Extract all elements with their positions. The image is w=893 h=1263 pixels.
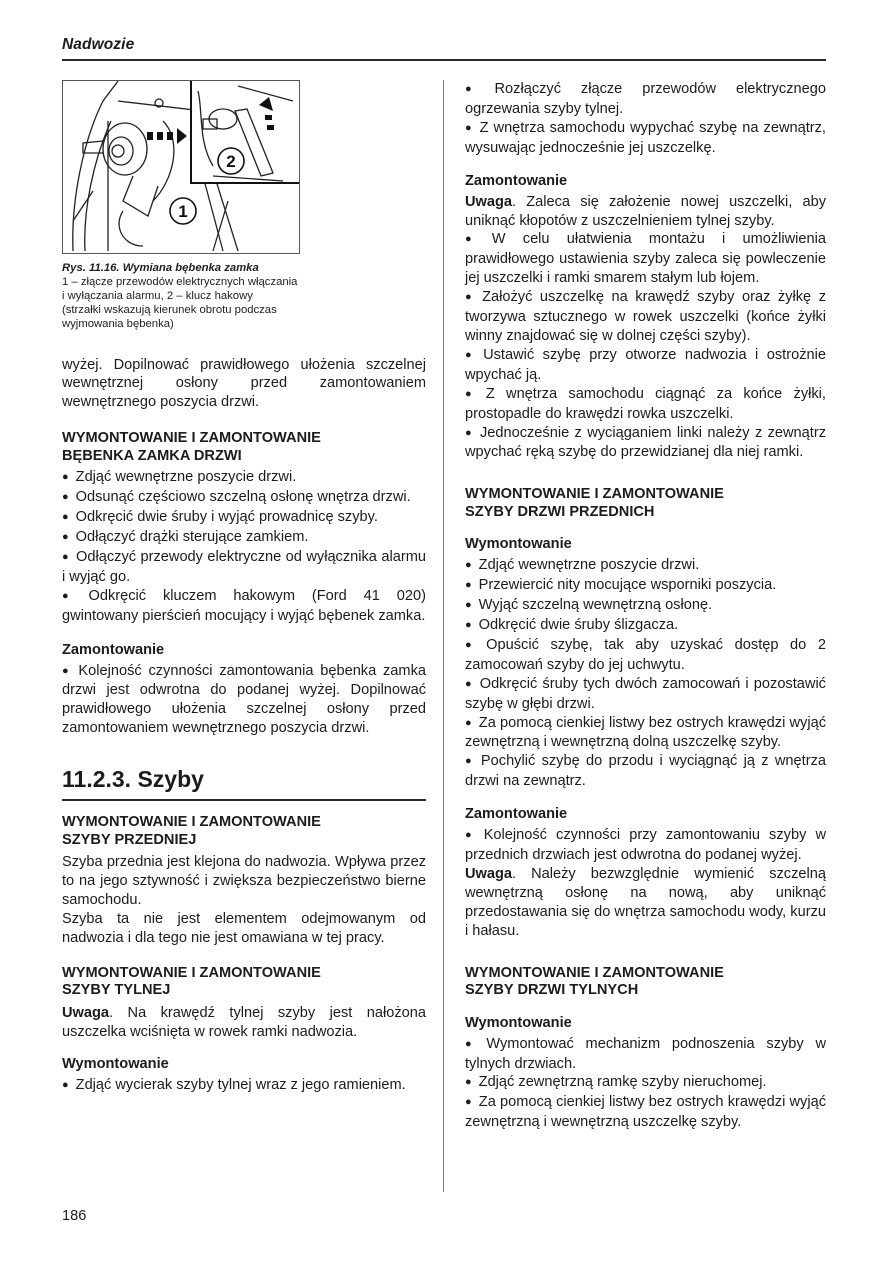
page-number: 186 [62, 1208, 87, 1224]
heading-line: SZYBY DRZWI PRZEDNICH [465, 503, 655, 520]
list-item: ● Kolejność czynności przy zamontowaniu szyby w przednich drzwiach jest odwrotna do podanej wyżej. [465, 826, 826, 865]
section-heading [62, 430, 426, 465]
list-item: ● Wyjąć szczelną wewnętrzną osłonę. [465, 596, 826, 616]
caption-title: Rys. 11.16. Wymiana bębenka zamka [62, 262, 259, 274]
subheading: Wymontowanie [465, 1014, 572, 1031]
section-heading-block [62, 765, 426, 801]
list-item: ● Założyć uszczelkę na krawędź szyby oraz żyłkę z tworzywa sztucznego w rowek uszczelki (końce żyłki winny znajdować się w dolnej części szyby). [465, 288, 826, 346]
heading-line: SZYBY DRZWI TYLNYCH [465, 982, 639, 999]
list-item: ● Rozłączyć złącze przewodów elektrycznego ogrzewania szyby tylnej. [465, 80, 826, 119]
continuation-paragraph: wyżej. Dopilnować prawidłowego ułożenia szczelnej wewnętrznej osłony przed zamontowaniem wewnętrznego poszycia drzwi. [62, 356, 426, 411]
subheading: Wymontowanie [465, 536, 572, 553]
subheading: Zamontowanie [465, 172, 568, 189]
list-item: ● W celu ułatwienia montażu i umożliwienia prawidłowego ustawienia szyby zaleca się powleczenie jej uszczelki i ramki smarem stałym lub łojem. [465, 230, 826, 288]
note-paragraph [465, 865, 826, 941]
inset-detail [191, 81, 299, 183]
subheading: Zamontowanie [465, 806, 568, 823]
paragraph: Szyba ta nie jest elementem odejmowanym od nadwozia i dla tego nie jest omawiana w tej pracy. [62, 910, 426, 946]
note-paragraph [465, 193, 826, 231]
figure-caption [62, 262, 426, 332]
section-rear-window [62, 965, 426, 1097]
heading-line: WYMONTOWANIE I ZAMONTOWANIE [465, 486, 724, 503]
column-divider [443, 80, 444, 1192]
section-rule [62, 799, 426, 801]
section-title: 11.2.3. Szyby [62, 766, 204, 793]
list-item: ● Odłączyć przewody elektryczne od wyłącznika alarmu i wyjąć go. [62, 548, 426, 587]
list-item: ● Zdjąć wewnętrzne poszycie drzwi. [62, 468, 426, 488]
section-rear-door-glass [465, 965, 826, 1133]
list-item: ● Przewiercić nity mocujące wsporniki poszycia. [465, 576, 826, 596]
section-heading [62, 814, 426, 849]
paragraph: Szyba przednia jest klejona do nadwozia. Wpływa przez to na jego sztywność i zwiększa bezpieczeństwo bierne samochodu. [62, 854, 426, 908]
section-lock-barrel [62, 430, 426, 738]
list-item: ● Z wnętrza samochodu ciągnąć za końce żyłki, prostopadle do krawędzi rowka uszczelki. [465, 385, 826, 424]
header-rule [62, 59, 826, 61]
list-item: ● Zdjąć wycierak szyby tylnej wraz z jego ramieniem. [62, 1076, 426, 1096]
arrow-glyph-1 [147, 128, 187, 144]
list-item: ● Za pomocą cienkiej listwy bez ostrych krawędzi wyjąć zewnętrzną i wewnętrzną uszczelkę szyby. [465, 1093, 826, 1132]
left-column [62, 80, 426, 1096]
list-item: ● Za pomocą cienkiej listwy bez ostrych krawędzi wyjąć zewnętrzną i wewnętrzną dolną uszczelkę szyby. [465, 714, 826, 753]
subheading: Zamontowanie [62, 641, 165, 658]
section-heading [465, 486, 826, 521]
heading-line: WYMONTOWANIE I ZAMONTOWANIE [62, 430, 321, 447]
section-heading [465, 965, 826, 1000]
list-item: ● Zdjąć zewnętrzną ramkę szyby nieruchomej. [465, 1073, 826, 1093]
running-head-title: Nadwozie [62, 36, 135, 53]
callout-1: 1 [178, 202, 188, 221]
heading-line: SZYBY TYLNEJ [62, 982, 171, 999]
list-item: ● Odłączyć drążki sterujące zamkiem. [62, 528, 426, 548]
list-item: ● Wymontować mechanizm podnoszenia szyby w tylnych drzwiach. [465, 1035, 826, 1074]
note-text: . Należy bezwzględnie wymienić szczelną wewnętrzną osłonę na nową, aby uniknąć przedostawania się do wnętrza samochodu wody, kurzu i hałasu. [465, 866, 826, 939]
caption-line: wyjmowania bębenka) [62, 317, 174, 330]
list-item: ● Kolejność czynności zamontowania bębenka zamka drzwi jest odwrotna do podanej wyżej. Dopilnować prawidłowego ułożenia szczelnej osłony przed zamontowaniem wewnętrznego poszycia drzwi. [62, 662, 426, 739]
heading-line: WYMONTOWANIE I ZAMONTOWANIE [62, 964, 321, 981]
subheading: Wymontowanie [62, 1056, 169, 1073]
callout-2: 2 [226, 152, 236, 171]
note-label: Uwaga [465, 866, 513, 882]
list-item: ● Odkręcić kluczem hakowym (Ford 41 020) gwintowany pierścień mocujący i wyjąć bębenek zamka. [62, 587, 426, 626]
heading-line: WYMONTOWANIE I ZAMONTOWANIE [465, 964, 724, 981]
list-item: ● Opuścić szybę, tak aby uzyskać dostęp do 2 zamocowań szyby do jej uchwytu. [465, 636, 826, 675]
list-item: ● Odkręcić dwie śruby ślizgacza. [465, 616, 826, 636]
caption-line: i wyłączania alarmu, 2 – klucz hakowy [62, 289, 253, 302]
right-column [465, 80, 826, 1132]
figure-lock-barrel [62, 80, 300, 254]
caption-line: 1 – złącze przewodów elektrycznych włączania [62, 275, 298, 288]
section-front-door-glass [465, 486, 826, 940]
section-front-windshield [62, 814, 426, 948]
list-item: ● Pochylić szybę do przodu i wyciągnąć ją z wnętrza drzwi na zewnątrz. [465, 752, 826, 791]
list-item: ● Odkręcić śruby tych dwóch zamocowań i pozostawić szybę w głębi drzwi. [465, 675, 826, 714]
heading-line: SZYBY PRZEDNIEJ [62, 831, 197, 848]
note-text: . Na krawędź tylnej szyby jest nałożona uszczelka wciśnięta w rowek ramki nadwozia. [62, 1004, 426, 1040]
list-item: ● Odsunąć częściowo szczelną osłonę wnętrza drzwi. [62, 488, 426, 508]
heading-line: BĘBENKA ZAMKA DRZWI [62, 447, 242, 464]
list-item: ● Zdjąć wewnętrzne poszycie drzwi. [465, 556, 826, 576]
caption-line: (strzałki wskazują kierunek obrotu podczas [62, 303, 277, 316]
note-paragraph [62, 1004, 426, 1042]
list-item: ● Odkręcić dwie śruby i wyjąć prowadnicę szyby. [62, 508, 426, 528]
list-item: ● Ustawić szybę przy otworze nadwozia i ostrożnie wpychać ją. [465, 346, 826, 385]
list-item: ● Jednocześnie z wyciąganiem linki należy z zewnątrz wpychać ręką szybę do przewidzianej dla niej ramki. [465, 424, 826, 463]
note-text: . Zaleca się założenie nowej uszczelki, aby uniknąć kłopotów z uszczelnieniem tylnej szyby. [465, 193, 826, 229]
lock-barrel-illustration [63, 81, 299, 253]
note-label: Uwaga [465, 193, 513, 210]
heading-line: WYMONTOWANIE I ZAMONTOWANIE [62, 814, 321, 831]
section-heading [62, 965, 426, 1000]
list-item: ● Z wnętrza samochodu wypychać szybę na zewnątrz, wysuwając jednocześnie jej uszczelkę. [465, 119, 826, 158]
note-label: Uwaga [62, 1004, 110, 1021]
